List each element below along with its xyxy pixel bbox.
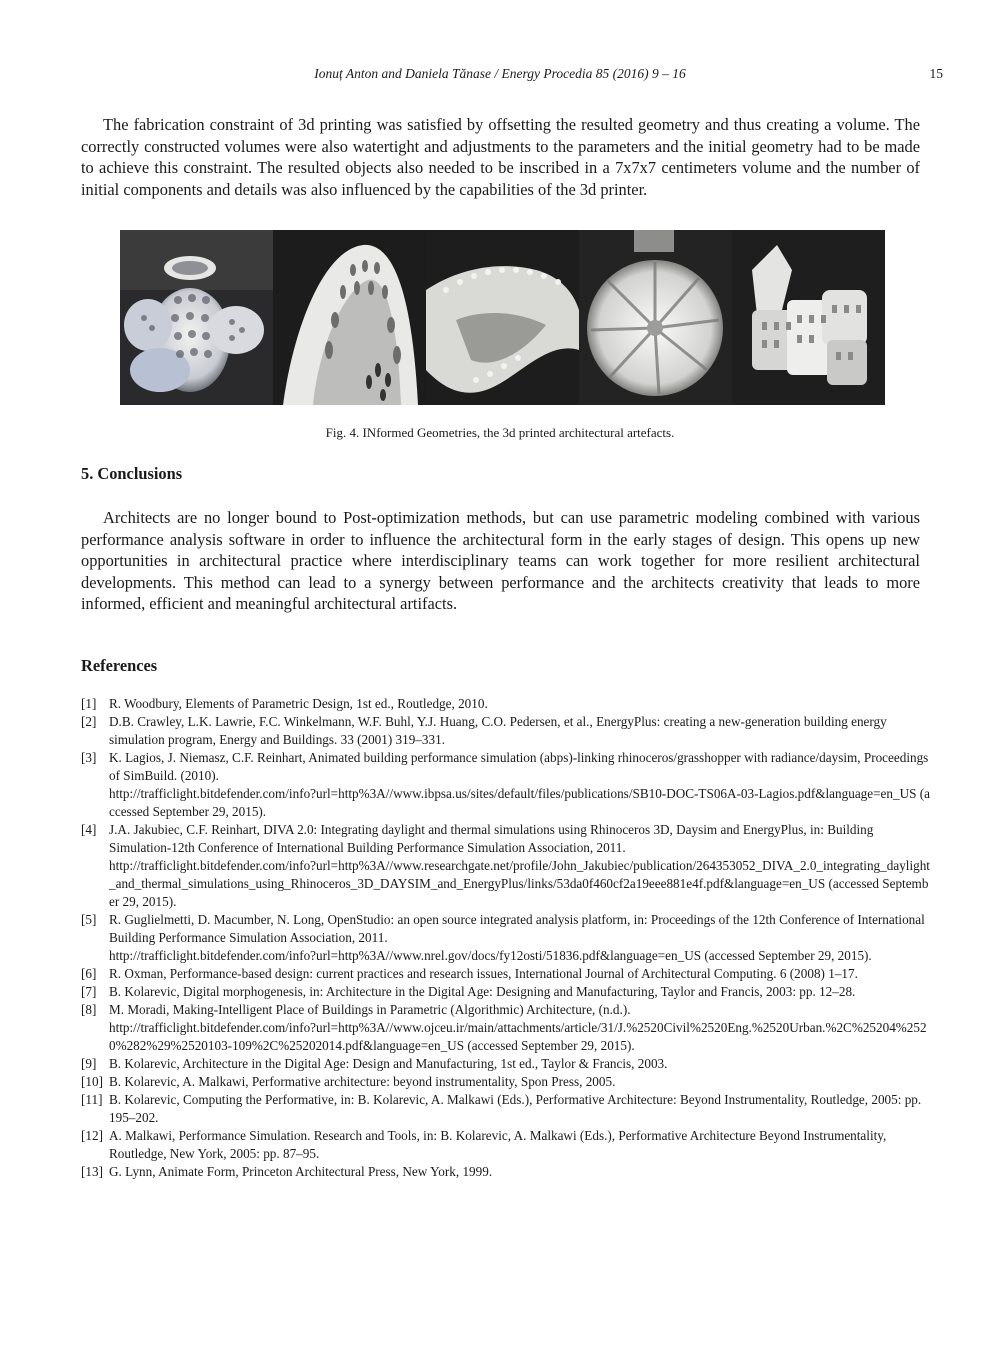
reference-text: R. Oxman, Performance-based design: current practices and research issues, International Journal of Architectural Computing. 6 (2008) 1–17. <box>109 966 858 981</box>
artefact-photo-2 <box>273 230 426 405</box>
artefact-photo-1 <box>120 230 273 405</box>
reference-text: B. Kolarevic, Architecture in the Digital Age: Design and Manufacturing, 1st ed., Taylor & Francis, 2003. <box>109 1056 668 1071</box>
reference-item <box>81 983 931 1001</box>
reference-number: [7] <box>81 984 97 999</box>
reference-text: G. Lynn, Animate Form, Princeton Architectural Press, New York, 1999. <box>109 1164 493 1179</box>
body-paragraph: The fabrication constraint of 3d printing was satisfied by offsetting the resulted geometry and thus creating a volume. The correctly constructed volumes were also watertight and adjustments to the parameters and the initial geometry had to be made to achieve this constraint. The resulted objects also needed to be inscribed in a 7x7x7 centimeters volume and the number of initial components and details was also influenced by the capabilities of the 3d printer. <box>81 115 920 199</box>
reference-number: [1] <box>81 696 97 711</box>
reference-item <box>81 713 931 749</box>
reference-text: A. Malkawi, Performance Simulation. Research and Tools, in: B. Kolarevic, A. Malkawi (Eds.), Performative Architecture Beyond Instrumentality, Routledge, New York, 2005: pp. 87–95. <box>109 1128 887 1161</box>
reference-item <box>81 1091 931 1127</box>
reference-number: [6] <box>81 966 97 981</box>
reference-number: [9] <box>81 1056 97 1071</box>
artefact-photo-4 <box>579 230 732 405</box>
reference-list <box>81 695 931 1181</box>
figure-4-photo-strip <box>120 230 885 405</box>
reference-url[interactable]: http://trafficlight.bitdefender.com/info?url=http%3A//www.researchgate.net/profile/John_Jakubiec/publication/264353052_DIVA_2.0_integrating_daylight_and_thermal_simulations_using_Rhinoceros_3D_DAYSIM_and_EnergyPlus/links/53da0f460cf2a19eee881e4f.pdf&language=en_US (accessed September 29, 2015). <box>109 858 930 909</box>
reference-number: [2] <box>81 714 97 729</box>
reference-number: [3] <box>81 750 97 765</box>
reference-text: R. Woodbury, Elements of Parametric Design, 1st ed., Routledge, 2010. <box>109 696 488 711</box>
reference-text: R. Guglielmetti, D. Macumber, N. Long, OpenStudio: an open source integrated analysis platform, in: Proceedings of the 12th Conference of International Building Performance Simulation Association, 2011. <box>109 912 925 945</box>
reference-number: [8] <box>81 1002 97 1017</box>
page-number: 15 <box>929 66 943 81</box>
reference-text: D.B. Crawley, L.K. Lawrie, F.C. Winkelmann, W.F. Buhl, Y.J. Huang, C.O. Pedersen, et al., EnergyPlus: creating a new-generation building energy simulation program, Energy and Buildings. 33 (2001) 319–331. <box>109 714 887 747</box>
reference-item <box>81 749 931 821</box>
running-head-authors: Ionuț Anton and Daniela Tănase / Energy Procedia 85 (2016) 9 – 16 <box>314 66 686 81</box>
section-heading-conclusions: 5. Conclusions <box>81 464 183 483</box>
reference-item <box>81 911 931 965</box>
reference-item <box>81 1073 931 1091</box>
reference-text: B. Kolarevic, A. Malkawi, Performative architecture: beyond instrumentality, Spon Press, 2005. <box>109 1074 616 1089</box>
reference-text: M. Moradi, Making-Intelligent Place of Buildings in Parametric (Algorithmic) Architecture, (n.d.). <box>109 1002 631 1017</box>
reference-number: [5] <box>81 912 97 927</box>
reference-number: [4] <box>81 822 97 837</box>
reference-number: [11] <box>81 1092 103 1107</box>
reference-item <box>81 695 931 713</box>
reference-url[interactable]: http://trafficlight.bitdefender.com/info?url=http%3A//www.ibpsa.us/sites/default/files/publications/SB10-DOC-TS06A-03-Lagios.pdf&language=en_US (accessed September 29, 2015). <box>109 786 930 819</box>
running-head <box>0 66 1000 84</box>
reference-number: [10] <box>81 1074 103 1089</box>
reference-number: [13] <box>81 1164 103 1179</box>
reference-number: [12] <box>81 1128 103 1143</box>
section-heading-references: References <box>81 656 158 675</box>
reference-item <box>81 1163 931 1181</box>
reference-item <box>81 821 931 911</box>
reference-url[interactable]: http://trafficlight.bitdefender.com/info?url=http%3A//www.ojceu.ir/main/attachments/article/31/J.%2520Civil%2520Eng.%2520Urban.%2C%25204%2520%282%29%2520103-109%2C%25202014.pdf&language=en_US (accessed September 29, 2015). <box>109 1020 927 1053</box>
reference-url[interactable]: http://trafficlight.bitdefender.com/info?url=http%3A//www.nrel.gov/docs/fy12osti/51836.pdf&language=en_US (accessed September 29, 2015). <box>109 948 872 963</box>
reference-item <box>81 1055 931 1073</box>
artefact-photo-5 <box>732 230 885 405</box>
reference-text: K. Lagios, J. Niemasz, C.F. Reinhart, Animated building performance simulation (abps)-linking rhinoceros/grasshopper with radiance/daysim, Proceedings of SimBuild. (2010). <box>109 750 929 783</box>
artefact-photo-3 <box>426 230 579 405</box>
reference-text: J.A. Jakubiec, C.F. Reinhart, DIVA 2.0: Integrating daylight and thermal simulations using Rhinoceros 3D, Daysim and EnergyPlus, in: Building Simulation-12th Conference of International Building Performance Simulation Association, 2011. <box>109 822 874 855</box>
figure-caption: Fig. 4. INformed Geometries, the 3d printed architectural artefacts. <box>325 425 675 440</box>
conclusions-paragraph: Architects are no longer bound to Post-optimization methods, but can use parametric modeling combined with various performance analysis software in order to influence the architectural form in the early stages of design. This opens up new opportunities in architectural practice where interdisciplinary teams can work together for more resilient architectural developments. This method can lead to a synergy between performance and the architects creativity that leads to more informed, efficient and meaningful architectural artifacts. <box>81 508 920 613</box>
reference-item <box>81 1127 931 1163</box>
reference-text: B. Kolarevic, Digital morphogenesis, in: Architecture in the Digital Age: Designing and Manufacturing, Taylor and Francis, 2003: pp. 12–28. <box>109 984 856 999</box>
reference-item <box>81 965 931 983</box>
reference-item <box>81 1001 931 1055</box>
reference-text: B. Kolarevic, Computing the Performative, in: B. Kolarevic, A. Malkawi (Eds.), Performative Architecture: Beyond Instrumentality, Routledge, 2005: pp. 195–202. <box>109 1092 922 1125</box>
